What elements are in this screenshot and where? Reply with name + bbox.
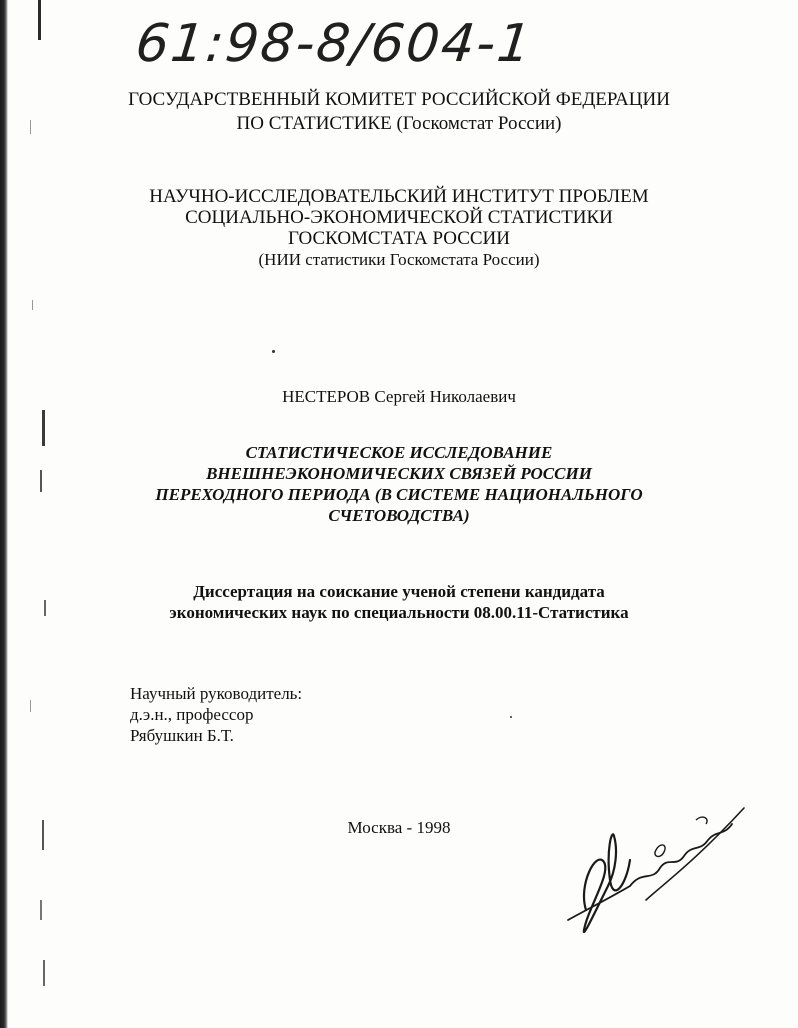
title-line-1: СТАТИСТИЧЕСКОЕ ИССЛЕДОВАНИЕ bbox=[245, 443, 553, 462]
purpose-line-1: Диссертация на соискание ученой степени кандидата bbox=[193, 582, 605, 601]
institute-line-1: НАУЧНО-ИССЛЕДОВАТЕЛЬСКИЙ ИНСТИТУТ ПРОБЛЕМ bbox=[149, 186, 649, 207]
author-name: НЕСТЕРОВ Сергей Николаевич bbox=[282, 387, 516, 406]
scan-speck bbox=[272, 350, 275, 353]
dissertation-purpose bbox=[0, 581, 798, 623]
city-year: Москва - 1998 bbox=[347, 818, 451, 837]
organization-line-2: ПО СТАТИСТИКЕ (Госкомстат России) bbox=[236, 113, 562, 134]
archive-number-handwritten: 61:98-8/604-1 bbox=[132, 14, 536, 74]
scan-speck bbox=[510, 716, 512, 718]
organization-header bbox=[0, 88, 798, 136]
organization-line-1: ГОСУДАРСТВЕННЫЙ КОМИТЕТ РОССИЙСКОЙ ФЕДЕРАЦИИ bbox=[128, 89, 670, 110]
institute-header bbox=[0, 186, 798, 270]
advisor-degree: д.э.н., профессор bbox=[130, 705, 254, 724]
institute-line-2: СОЦИАЛЬНО-ЭКОНОМИЧЕСКОЙ СТАТИСТИКИ bbox=[185, 207, 613, 228]
author-signature bbox=[556, 790, 756, 950]
purpose-line-2: экономических наук по специальности 08.00.11-Статистика bbox=[169, 603, 629, 622]
scientific-advisor bbox=[130, 683, 302, 746]
advisor-label: Научный руководитель: bbox=[130, 684, 303, 703]
title-line-2: ВНЕШНЕЭКОНОМИЧЕСКИХ СВЯЗЕЙ РОССИИ bbox=[206, 464, 592, 483]
title-line-4: СЧЕТОВОДСТВА) bbox=[328, 506, 470, 525]
institute-line-4: (НИИ статистики Госкомстата России) bbox=[258, 250, 540, 269]
title-line-3: ПЕРЕХОДНОГО ПЕРИОДА (В СИСТЕМЕ НАЦИОНАЛЬНОГО bbox=[155, 485, 643, 504]
dissertation-title bbox=[0, 442, 798, 526]
advisor-name: Рябушкин Б.Т. bbox=[130, 726, 234, 745]
institute-line-3: ГОСКОМСТАТА РОССИИ bbox=[287, 228, 510, 249]
